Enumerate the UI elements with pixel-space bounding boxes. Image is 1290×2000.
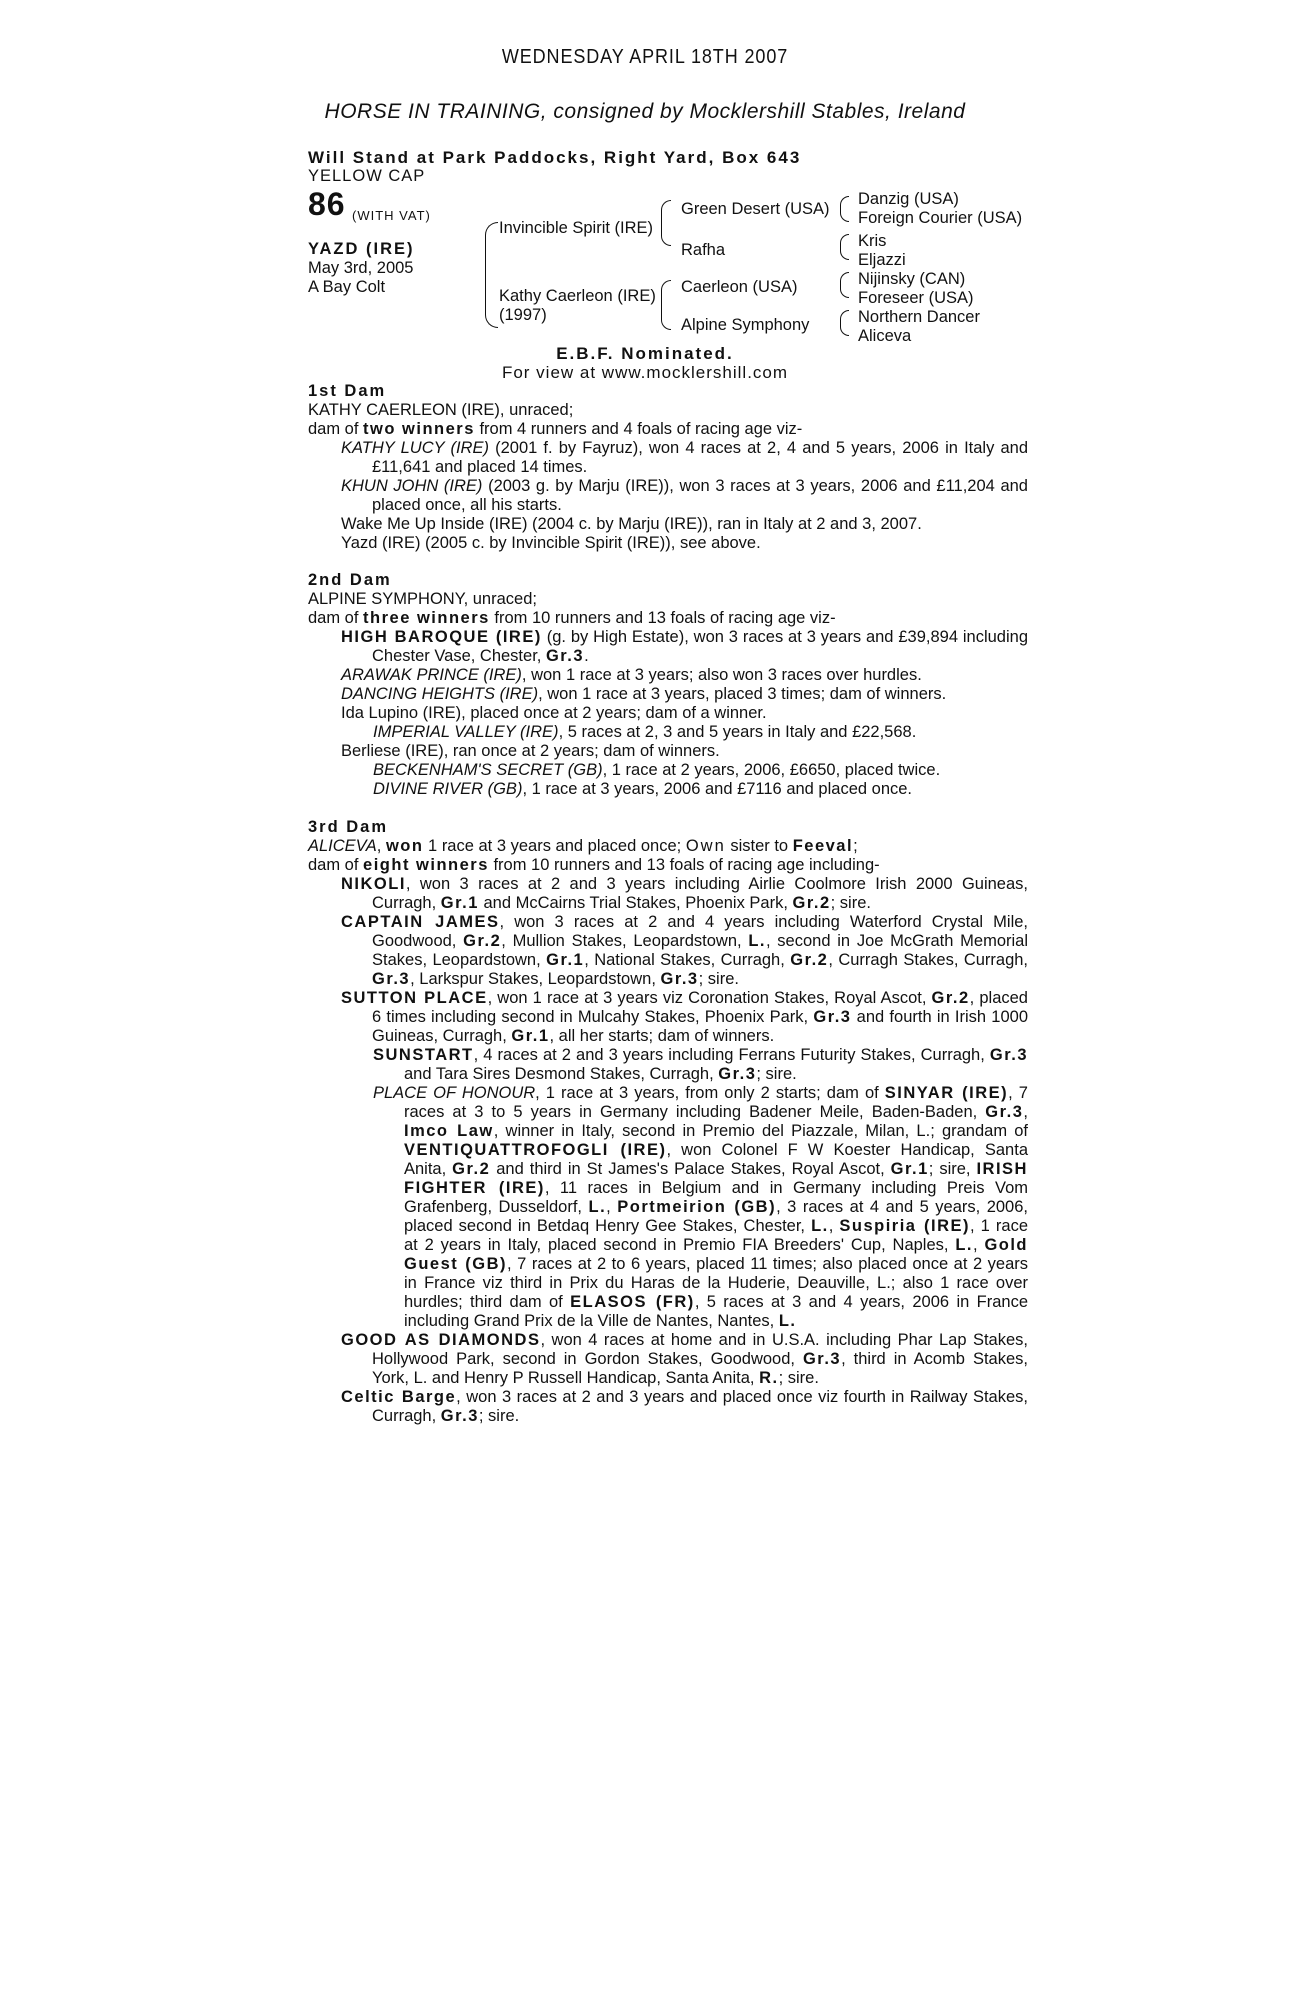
pedigree-brace-main — [485, 222, 498, 328]
second-dam-section — [308, 571, 1028, 799]
third-dam-name: ALICEVA, won 1 race at 3 years and placed once; Own sister to Feeval; — [308, 837, 858, 855]
first-dam-section — [308, 382, 1028, 553]
third-dam-heading: 3rd Dam — [308, 818, 389, 836]
horse-name: YAZD (IRE) — [308, 240, 415, 258]
pedigree-ssd: Foreign Courier (USA) — [858, 209, 1023, 227]
view-note: For view at www.mocklershill.com — [501, 363, 789, 382]
third-dam-summary: dam of eight winners from 10 runners and 13 foals of racing age including- — [308, 856, 880, 874]
second-dam-entry: Ida Lupino (IRE), placed once at 2 years; dam of a winner. — [341, 704, 767, 722]
pedigree-dam: Kathy Caerleon (IRE) — [499, 287, 656, 305]
third-dam-section — [308, 818, 1028, 1426]
consignment-line: HORSE IN TRAINING, consigned by Mocklershill Stables, Ireland — [324, 100, 966, 123]
third-dam-entry: CAPTAIN JAMES, won 3 races at 2 and 4 years including Waterford Crystal Mile, Goodwood, Gr.2, Mullion Stakes, Leopardstown, L., second in Joe McGrath Memorial Stakes, Leopardstown, Gr.1, National Stakes, Curragh, Gr.2, Curragh Stakes, Curragh, Gr.3, Larkspur Stakes, Leopardstown, Gr.3; sire. — [341, 913, 1029, 988]
second-dam-heading: 2nd Dam — [308, 571, 392, 589]
pedigree-sss: Danzig (USA) — [858, 190, 959, 208]
pedigree-sire-dam: Rafha — [681, 241, 726, 259]
horse-description: A Bay Colt — [308, 278, 386, 296]
pedigree-sire-sire: Green Desert (USA) — [681, 200, 830, 218]
pedigree-sds: Kris — [858, 232, 887, 250]
second-dam-entry: HIGH BAROQUE (IRE) (g. by High Estate), won 3 races at 3 years and £39,894 including Chester Vase, Chester, Gr.3. — [341, 628, 1028, 665]
first-dam-name: KATHY CAERLEON (IRE), unraced; — [308, 401, 574, 419]
second-dam-entry: DANCING HEIGHTS (IRE), won 1 race at 3 years, placed 3 times; dam of winners. — [341, 685, 947, 703]
pedigree-brace-dd — [840, 310, 849, 336]
stand-location: Will Stand at Park Paddocks, Right Yard, Box 643 — [308, 148, 802, 167]
pedigree-sire: Invincible Spirit (IRE) — [499, 219, 654, 237]
second-dam-entry: DIVINE RIVER (GB), 1 race at 3 years, 2006 and £7116 and placed once. — [373, 780, 913, 798]
pedigree-dss: Nijinsky (CAN) — [858, 270, 966, 288]
cap-colour: YELLOW CAP — [308, 167, 426, 185]
first-dam-entry: KHUN JOHN (IRE) (2003 g. by Marju (IRE)), won 3 races at 3 years, 2006 and £11,204 and placed once, all his starts. — [341, 477, 1028, 514]
first-dam-entry: Wake Me Up Inside (IRE) (2004 c. by Marju (IRE)), ran in Italy at 2 and 3, 2007. — [341, 515, 922, 533]
third-dam-entry: NIKOLI, won 3 races at 2 and 3 years including Airlie Coolmore Irish 2000 Guineas, Curragh, Gr.1 and McCairns Trial Stakes, Phoenix Park, Gr.2; sire. — [341, 875, 1028, 912]
pedigree-brace-sire — [661, 200, 671, 246]
second-dam-name: ALPINE SYMPHONY, unraced; — [308, 590, 537, 608]
second-dam-entry: ARAWAK PRINCE (IRE), won 1 race at 3 years; also won 3 races over hurdles. — [341, 666, 922, 684]
pedigree-dds: Northern Dancer — [858, 308, 980, 326]
third-dam-entry: GOOD AS DIAMONDS, won 4 races at home and in U.S.A. including Phar Lap Stakes, Hollywood Park, second in Gordon Stakes, Goodwood, Gr.3, third in Acomb Stakes, York, L. and Henry P Russell Handicap, Santa Anita, R.; sire. — [341, 1331, 1028, 1387]
pedigree-sdd: Eljazzi — [858, 251, 906, 269]
first-dam-summary: dam of two winners from 4 runners and 4 foals of racing age viz- — [308, 420, 803, 438]
lot-number: 86 — [308, 186, 346, 222]
second-dam-entry: IMPERIAL VALLEY (IRE), 5 races at 2, 3 and 5 years in Italy and £22,568. — [373, 723, 917, 741]
pedigree-dam-sire: Caerleon (USA) — [681, 278, 798, 296]
third-dam-entry: Celtic Barge, won 3 races at 2 and 3 years and placed once viz fourth in Railway Stakes, Curragh, Gr.3; sire. — [341, 1388, 1028, 1425]
pedigree-dsd: Foreseer (USA) — [858, 289, 974, 307]
third-dam-entry: SUNSTART, 4 races at 2 and 3 years including Ferrans Futurity Stakes, Curragh, Gr.3 and Tara Sires Desmond Stakes, Curragh, Gr.3; sire. — [373, 1046, 1028, 1083]
first-dam-entry: Yazd (IRE) (2005 c. by Invincible Spirit (IRE)), see above. — [341, 534, 761, 552]
horse-details — [308, 240, 414, 297]
sale-date: WEDNESDAY APRIL 18TH 2007 — [501, 46, 789, 68]
second-dam-entry: BECKENHAM'S SECRET (GB), 1 race at 2 years, 2006, £6650, placed twice. — [373, 761, 941, 779]
pedigree-brace-sd — [840, 234, 849, 260]
pedigree-brace-dam — [661, 280, 671, 330]
third-dam-entry: SUTTON PLACE, won 1 race at 3 years viz Coronation Stakes, Royal Ascot, Gr.2, placed 6 times including second in Mulcahy Stakes, Phoenix Park, Gr.3 and fourth in Irish 1000 Guineas, Curragh, Gr.1, all her starts; dam of winners. — [341, 989, 1029, 1045]
third-dam-entry: PLACE OF HONOUR, 1 race at 3 years, from only 2 starts; dam of SINYAR (IRE), 7 races at 3 to 5 years in Germany including Badener Meile, Baden-Baden, Gr.3, Imco Law, winner in Italy, second in Premio del Piazzale, Milan, L.; grandam of VENTIQUATTROFOGLI (IRE), won Colonel F W Koester Handicap, Santa Anita, Gr.2 and third in St James's Palace Stakes, Royal Ascot, Gr.1; sire, IRISH FIGHTER (IRE), 11 races in Belgium and in Germany including Preis Vom Grafenberg, Dusseldorf, L., Portmeirion (GB), 3 races at 4 and 5 years, 2006, placed second in Betdaq Henry Gee Stakes, Chester, L., Suspiria (IRE), 1 race at 2 years in Italy, placed second in Premio FIA Breeders' Cup, Naples, L., Gold Guest (GB), 7 races at 2 to 6 years, placed 11 times; also placed once at 2 years in France viz third in Prix du Haras de la Huderie, Deauville, L.; also 1 race over hurdles; third dam of ELASOS (FR), 5 races at 3 and 4 years, 2006 in France including Grand Prix de la Ville de Nantes, Nantes, L. — [373, 1084, 1029, 1330]
second-dam-entry: Berliese (IRE), ran once at 2 years; dam of winners. — [341, 742, 720, 760]
vat-note: (WITH VAT) — [352, 208, 431, 223]
pedigree-dam-year: (1997) — [499, 306, 547, 324]
pedigree-ddd: Aliceva — [858, 327, 912, 345]
ebf-nomination: E.B.F. Nominated. — [556, 344, 734, 363]
second-dam-summary: dam of three winners from 10 runners and 13 foals of racing age viz- — [308, 609, 836, 627]
pedigree-brace-ds — [840, 272, 849, 298]
first-dam-heading: 1st Dam — [308, 382, 387, 400]
pedigree-dam-dam: Alpine Symphony — [681, 316, 810, 334]
foaling-date: May 3rd, 2005 — [308, 259, 414, 277]
pedigree-brace-ss — [840, 196, 849, 222]
first-dam-entry: KATHY LUCY (IRE) (2001 f. by Fayruz), won 4 races at 2, 4 and 5 years, 2006 in Italy and £11,641 and placed 14 times. — [341, 439, 1028, 476]
